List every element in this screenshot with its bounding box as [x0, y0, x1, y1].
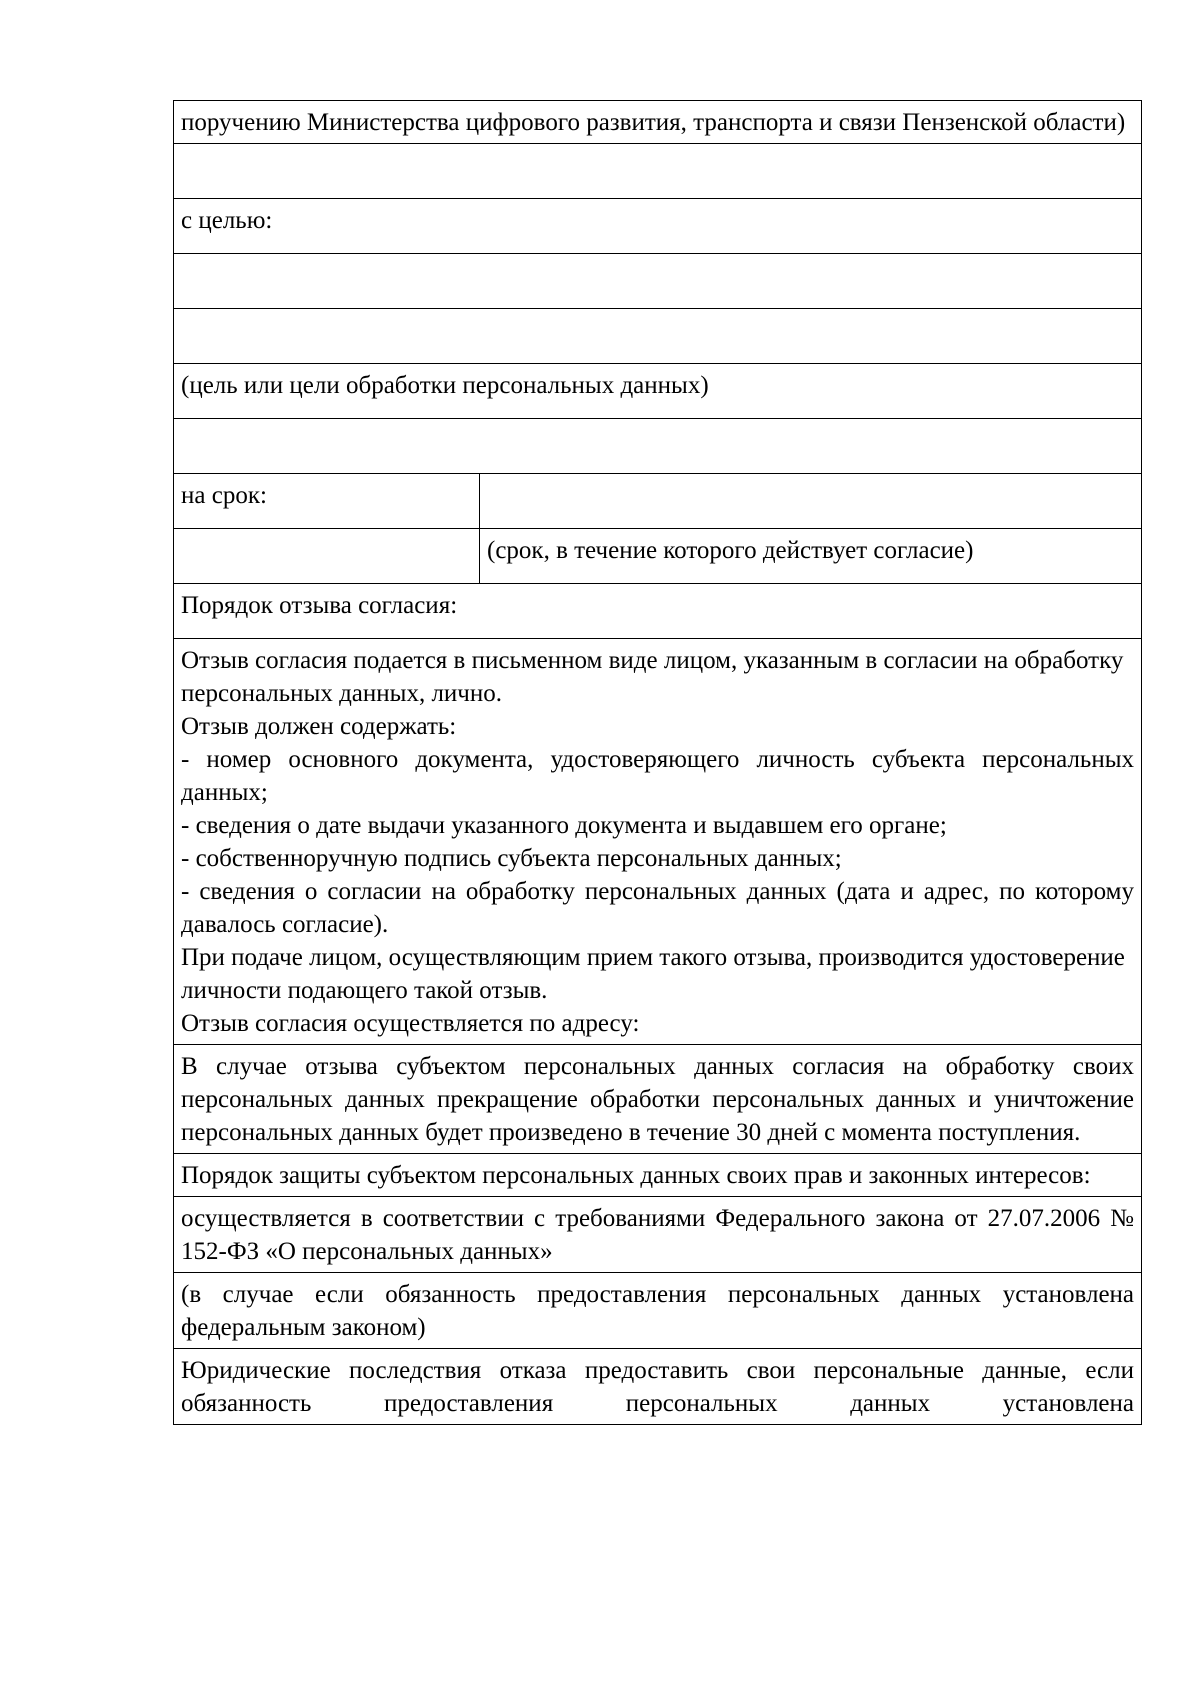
table-row	[174, 364, 1142, 419]
table-row	[174, 309, 1142, 364]
table-row	[174, 1154, 1142, 1197]
term-left-empty	[174, 529, 480, 584]
legal-consequences-text: Юридические последствия отказа предоставить свои персональные данные, если обязанность предоставления персональных данных установлена	[174, 1349, 1142, 1425]
term-hint: (срок, в течение которого действует согласие)	[480, 529, 1142, 584]
revocation-must-contain: Отзыв должен содержать:	[181, 713, 457, 740]
purpose-field-2[interactable]	[174, 309, 1142, 364]
table-row	[174, 1045, 1142, 1154]
term-field[interactable]	[480, 474, 1142, 529]
purpose-label: с целью:	[174, 199, 1142, 254]
table-row	[174, 1273, 1142, 1349]
table-row	[174, 254, 1142, 309]
table-row	[174, 199, 1142, 254]
revocation-item-document-number: - номер основного документа, удостоверяющего личность субъекта персональных данных;	[181, 746, 1135, 806]
table-row	[174, 529, 1142, 584]
revocation-item-issue-date: - сведения о дате выдачи указанного документа и выдавшем его органе;	[181, 812, 947, 839]
table-row	[174, 101, 1142, 144]
revocation-details	[174, 639, 1142, 1045]
term-label: на срок:	[174, 474, 480, 529]
blank-field[interactable]	[174, 419, 1142, 474]
table-row	[174, 1197, 1142, 1273]
blank-field[interactable]	[174, 144, 1142, 199]
revocation-paragraph: Отзыв согласия подается в письменном виде лицом, указанным в согласии на обработку персональных данных, лично.	[181, 647, 1124, 707]
revocation-address-label: Отзыв согласия осуществляется по адресу:	[181, 1010, 640, 1037]
revocation-processing-term: В случае отзыва субъектом персональных данных согласия на обработку своих персональных данных прекращение обработки персональных данных и уничтожение персональных данных будет произведено в течение 30 дней с момента поступления.	[174, 1045, 1142, 1154]
table-row	[174, 584, 1142, 639]
ministry-instruction-text: поручению Министерства цифрового развития, транспорта и связи Пензенской области)	[174, 101, 1142, 144]
protection-law-reference: осуществляется в соответствии с требованиями Федерального закона от 27.07.2006 № 152-ФЗ «О персональных данных»	[174, 1197, 1142, 1273]
revocation-identity-check: При подаче лицом, осуществляющим прием такого отзыва, производится удостоверение личности подающего такой отзыв.	[181, 944, 1125, 1004]
consent-form-table	[173, 100, 1142, 1425]
table-row	[174, 144, 1142, 199]
revocation-item-consent-info: - сведения о согласии на обработку персональных данных (дата и адрес, по которому давалось согласие).	[181, 878, 1135, 938]
revocation-order-label: Порядок отзыва согласия:	[174, 584, 1142, 639]
table-row	[174, 1349, 1142, 1425]
table-row	[174, 419, 1142, 474]
protection-order-label: Порядок защиты субъектом персональных данных своих прав и законных интересов:	[174, 1154, 1142, 1197]
table-row	[174, 474, 1142, 529]
federal-law-condition: (в случае если обязанность предоставления персональных данных установлена федеральным законом)	[174, 1273, 1142, 1349]
revocation-item-signature: - собственноручную подпись субъекта персональных данных;	[181, 845, 842, 872]
purpose-hint: (цель или цели обработки персональных данных)	[174, 364, 1142, 419]
purpose-field-1[interactable]	[174, 254, 1142, 309]
table-row	[174, 639, 1142, 1045]
